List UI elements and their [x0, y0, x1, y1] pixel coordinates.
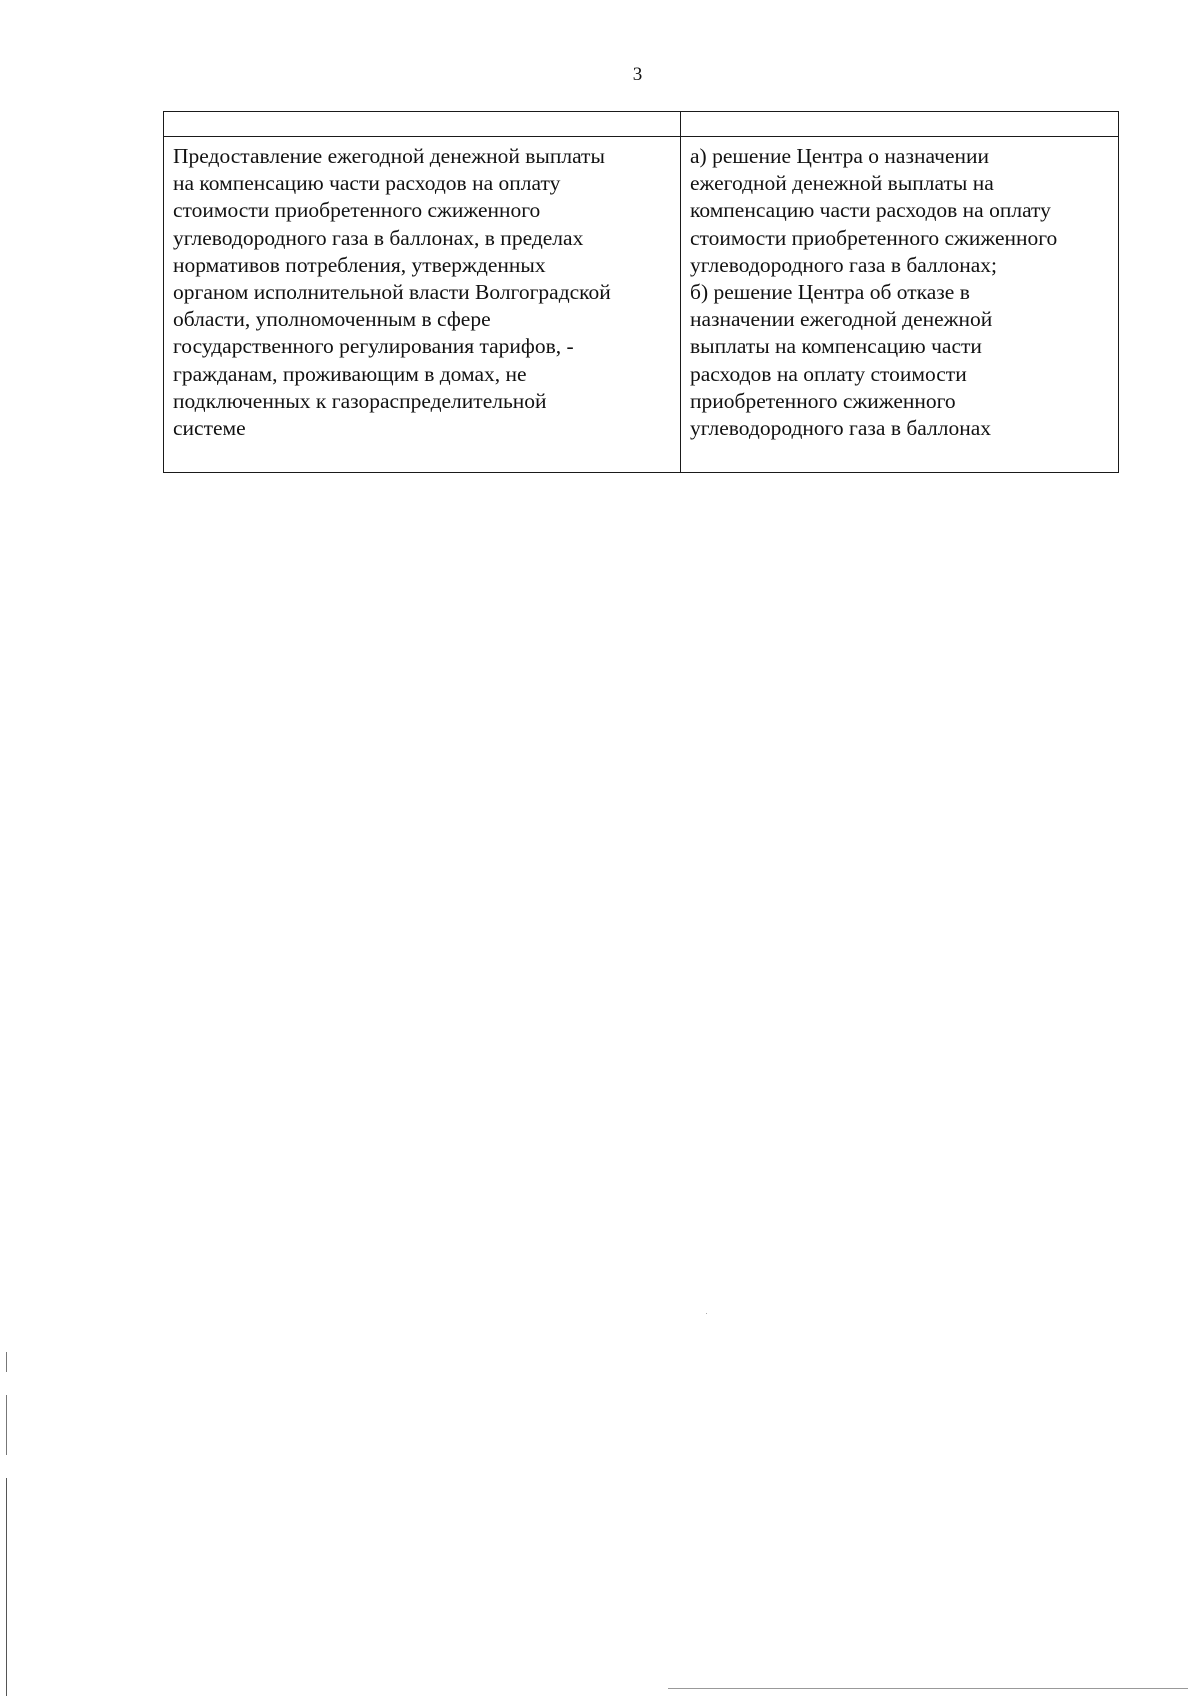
table-header-cell-service: [164, 112, 681, 137]
table-header-cell-result: [681, 112, 1119, 137]
service-result: а) решение Центра о назначении ежегодной денежной выплаты на компенсацию части расходов на оплату стоимости приобретенного сжиженного углеводородного газа в баллонах; б) решение Центра об отказе в назначении ежегодной денежной выплаты на компенсацию части расходов на оплату стоимости приобретенного сжиженного углеводородного газа в баллонах: [690, 144, 1058, 441]
scan-edge-mark: [6, 1478, 7, 1696]
service-description: Предоставление ежегодной денежной выплаты на компенсацию части расходов на оплату стоимости приобретенного сжиженного углеводородного газа в баллонах, в пределах нормативов потребления, утвержденных органом исполнительной власти Волгоградской области, уполномоченным в сфере государственного регулирования тарифов, - гражданам, проживающим в домах, не подключенных к газораспределительной системе: [173, 144, 611, 441]
scan-edge-mark: [6, 1395, 7, 1455]
scan-edge-mark: [668, 1688, 1188, 1689]
page-number: 3: [632, 64, 643, 85]
table-row: [164, 137, 1119, 473]
table-header-row: [164, 112, 1119, 137]
services-table: [163, 111, 1119, 473]
scan-speck: [706, 1313, 707, 1314]
table-cell-service: [164, 137, 681, 473]
scan-edge-mark: [6, 1352, 7, 1372]
table-cell-result: [681, 137, 1119, 473]
